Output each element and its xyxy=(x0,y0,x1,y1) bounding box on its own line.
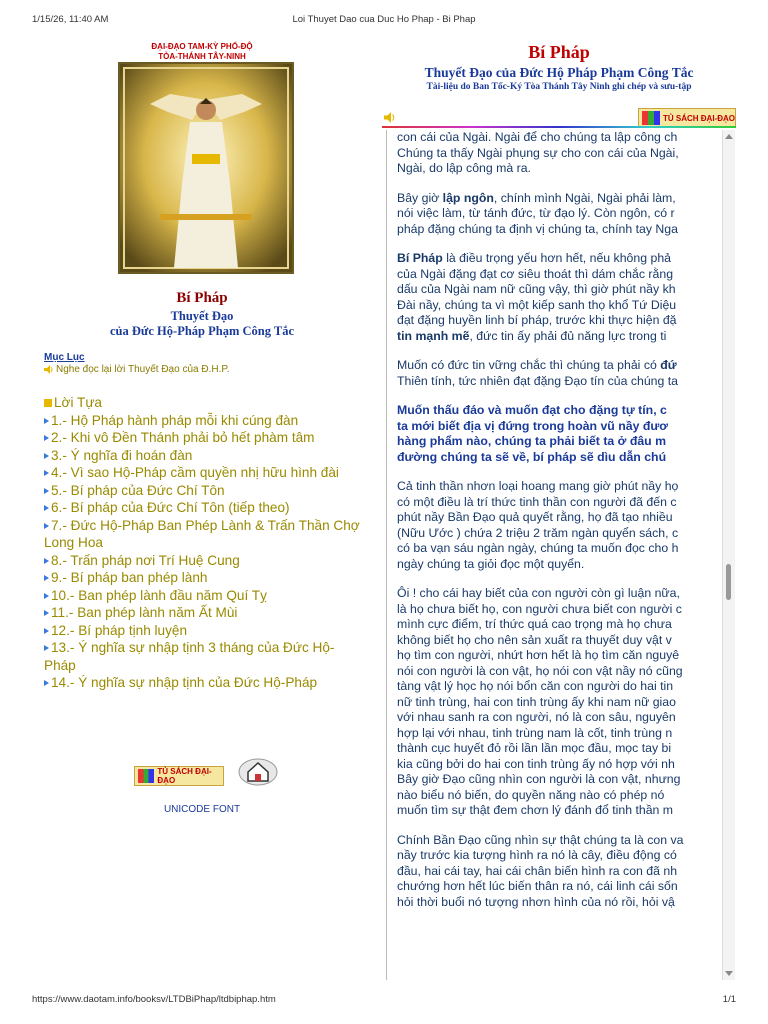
triangle-bullet-icon xyxy=(44,470,49,476)
toc-item-10[interactable]: 10.- Ban phép lành đầu năm Quí Tỵ xyxy=(44,587,362,605)
content-line: muốn tìm sự thật đem chơn lý đánh đổ tinh thần m xyxy=(397,803,674,817)
portrait-image xyxy=(118,62,294,274)
library-logo-text[interactable]: TỦ SÁCH ĐẠI-ĐẠO xyxy=(663,113,735,123)
triangle-bullet-icon xyxy=(44,488,49,494)
library-logo[interactable] xyxy=(134,766,224,786)
content-paragraph xyxy=(397,251,723,344)
content-scroll-area[interactable] xyxy=(386,130,723,980)
toc-item-13[interactable]: 13.- Ý nghĩa sự nhập tịnh 3 tháng của Đức Hộ-Pháp xyxy=(44,640,335,673)
content-paragraph xyxy=(397,479,723,572)
toc-item-3[interactable]: 3.- Ý nghĩa đi hoán đàn xyxy=(44,447,362,465)
content-line: phút nầy Bần Đạo quả quyết rằng, họ đã tạo nhiều xyxy=(397,510,673,524)
content-text xyxy=(387,130,723,910)
print-footer xyxy=(0,994,768,1008)
content-line: nói việc làm, từ tánh đức, từ đạo lý. Còn ngôn, có r xyxy=(397,206,675,220)
org-line-1: ĐẠI-ĐẠO TAM-KỲ PHỔ-ĐỘ xyxy=(151,42,253,51)
content-subtitle: Thuyết Đạo của Đức Hộ Pháp Phạm Công Tắc xyxy=(424,65,694,80)
toc-item-4[interactable]: 4.- Vì sao Hộ-Pháp cầm quyền nhị hữu hình đài xyxy=(44,464,362,482)
triangle-bullet-icon xyxy=(44,505,49,511)
library-logo-text[interactable]: TỦ SÁCH ĐẠI-ĐẠO xyxy=(157,767,212,785)
content-line: Đài nầy, chúng ta vì một kiếp sanh thọ khổ Tứ Diệu xyxy=(397,297,677,312)
scroll-up-icon[interactable] xyxy=(725,134,733,139)
print-url: https://www.daotam.info/booksv/LTDBiPhap/ltdbiphap.htm xyxy=(32,994,276,1005)
content-paragraph xyxy=(397,191,723,238)
triangle-bullet-icon xyxy=(44,610,49,616)
content-paragraph xyxy=(397,130,723,177)
content-line: hợp lại với nhau, tinh trùng nam là cốt, tinh trùng n xyxy=(397,725,673,740)
content-line: có ba vạn sáu ngàn ngày, chúng ta muốn đọc cho h xyxy=(397,541,679,555)
content-line: (Nữu Ước ) chứa 2 triệu 2 trăm ngàn quyển sách, c xyxy=(397,525,679,540)
content-line: đầu, hai cái tay, hai cái chân biến hình ra con đã nh xyxy=(397,863,678,878)
content-line: kia cũng bởi do hai con tinh trùng ấy nó hợp với nh xyxy=(397,756,675,771)
content-line: dấu của Ngài nam nữ cũng vậy, thì giờ phút nầy kh xyxy=(397,282,676,296)
content-line: hàng phẩm nào, chúng ta phải biết ta ở đâu m xyxy=(397,434,667,448)
content-line: thành cục huyết đỏ rồi lần lần mọc đầu, mọc tay bi xyxy=(397,741,672,755)
content-line: Bây giờ lập ngôn, chính mình Ngài, Ngài phải làm, xyxy=(397,190,676,205)
content-line: là họ chưa biết họ, con người chưa biết con người c xyxy=(397,601,682,616)
vertical-scrollbar[interactable] xyxy=(722,130,735,980)
content-line: đạt đặng huyền linh bí pháp, trước khi thực hiện đặ xyxy=(397,313,677,327)
content-line: nói con người là con vật, họ nói con vật nầy nó cũng xyxy=(397,663,683,678)
triangle-bullet-icon xyxy=(44,523,49,529)
content-line: không biết họ cho nên sản xuất ra thuyết duy vật v xyxy=(397,632,672,647)
content-line: chướng hơn hết lúc biến thân ra nó, cái linh cái sốn xyxy=(397,879,678,893)
triangle-bullet-icon xyxy=(44,418,49,424)
print-date: 1/15/26, 11:40 AM xyxy=(32,14,109,25)
toc-item-9[interactable]: 9.- Bí pháp ban phép lành xyxy=(44,569,362,587)
content-line: tàng vật lý học họ nói bổn căn con người do hai tin xyxy=(397,679,674,693)
toc-item-11[interactable]: 11.- Ban phép lành năm Ất Mùi xyxy=(44,604,362,622)
content-source: Tài-liệu do Ban Tốc-Ký Tòa Thánh Tây Ninh ghi chép và sưu-tập xyxy=(426,82,692,92)
listen-link[interactable] xyxy=(44,364,230,375)
library-logo-right[interactable] xyxy=(638,108,736,128)
print-header xyxy=(0,14,768,28)
content-line: ngày chúng ta giỏi đọc một quyển. xyxy=(397,556,585,571)
content-paragraph xyxy=(397,586,723,819)
triangle-bullet-icon xyxy=(44,628,49,634)
content-line: Cả tinh thần nhơn loại hoang mang giờ phút nầy họ xyxy=(397,479,679,493)
scroll-down-icon[interactable] xyxy=(725,971,733,976)
book-subtitle-1: Thuyết Đạo xyxy=(170,309,234,323)
unicode-font-link[interactable]: UNICODE FONT xyxy=(163,804,241,815)
speaker-icon[interactable] xyxy=(44,365,53,374)
triangle-bullet-icon xyxy=(44,645,49,651)
left-frame xyxy=(32,38,372,988)
triangle-bullet-icon xyxy=(44,593,49,599)
content-line: con cái của Ngài. Ngài để cho chúng ta lập công ch xyxy=(397,130,678,144)
triangle-bullet-icon xyxy=(44,575,49,581)
content-line: họ tìm con người, nhứt hơn hết là họ tìm căn nguyê xyxy=(397,648,680,662)
home-icon[interactable] xyxy=(238,754,278,786)
triangle-bullet-icon xyxy=(44,558,49,564)
right-frame xyxy=(382,38,736,988)
rainbow-divider xyxy=(382,126,736,128)
content-paragraph xyxy=(397,833,723,911)
triangle-bullet-icon xyxy=(44,453,49,459)
toc-item-8[interactable]: 8.- Trấn pháp nơi Trí Huệ Cung xyxy=(44,552,362,570)
content-line: Ôi ! cho cái hay biết của con người còn gì luận nữa, xyxy=(397,586,680,600)
content-line: đường chúng ta sẽ về, bí pháp sẽ dìu dẫn chú xyxy=(397,449,667,464)
content-line: Ngài, do lập công mà ra. xyxy=(397,161,531,175)
toc-heading[interactable]: Mục Lục xyxy=(44,352,85,363)
toc-item-14[interactable]: 14.- Ý nghĩa sự nhập tịnh của Đức Hộ-Pháp xyxy=(44,674,362,692)
content-line: với nhau sanh ra con người, nó là con sâu, nguyên xyxy=(397,710,676,724)
content-paragraph xyxy=(397,403,723,465)
book-subtitle-2: của Đức Hộ-Pháp Phạm Công Tắc xyxy=(109,324,294,338)
toc-item-6[interactable]: 6.- Bí pháp của Đức Chí Tôn (tiếp theo) xyxy=(44,499,362,517)
toc-list xyxy=(44,394,362,692)
print-title: Loi Thuyet Dao cua Duc Ho Phap - Bi Phap xyxy=(292,14,476,25)
toc-item-5[interactable]: 5.- Bí pháp của Đức Chí Tôn xyxy=(44,482,362,500)
content-line: nào biểu nó biến, do quyền năng nào có phép nó xyxy=(397,787,665,802)
content-line: Thiên tính, tức nhiên đạt đặng Đạo tín của chúng ta xyxy=(397,373,679,388)
toc-item-7[interactable]: 7.- Đức Hộ-Pháp Ban Phép Lành & Trấn Thần Chợ Long Hoa xyxy=(44,517,360,550)
content-line: Muốn có đức tin vững chắc thì chúng ta phải có đứ xyxy=(397,358,677,372)
content-title: Bí Pháp xyxy=(528,42,590,62)
content-line: tin mạnh mẽ, đức tin ấy phải đủ năng lực trong ti xyxy=(397,328,667,343)
org-line-2: TÒA-THÁNH TÂY-NINH xyxy=(158,52,246,61)
content-line: nữ tinh trùng, hai con tinh trùng ấy khi nam nữ giao xyxy=(397,694,676,709)
triangle-bullet-icon xyxy=(44,435,49,441)
toc-item-2[interactable]: 2.- Khi vô Đền Thánh phải bỏ hết phàm tâm xyxy=(44,429,362,447)
print-page-number: 1/1 xyxy=(722,994,736,1005)
content-line: hỏi thời buổi nó tượng nhơn hình của nó rồi, hỏi vậ xyxy=(397,894,675,909)
toc-item-preface[interactable]: Lời Tựa xyxy=(44,394,362,412)
content-line: pháp đặng chúng ta định vị chúng ta, chính tay Nga xyxy=(397,221,678,236)
toc-item-12[interactable]: 12.- Bí pháp tịnh luyện xyxy=(44,622,362,640)
content-line: của Ngài đặng đạt cơ siêu thoát thì dám chắc rằng xyxy=(397,266,674,281)
org-name xyxy=(32,42,372,62)
scroll-thumb[interactable] xyxy=(726,564,731,600)
library-logo-icon xyxy=(642,111,660,125)
toc-item-1[interactable]: 1.- Hộ Pháp hành pháp mỗi khi cúng đàn xyxy=(44,412,362,430)
content-line: Chúng ta thấy Ngài phụng sự cho con cái của Ngài, xyxy=(397,145,679,160)
book-icon xyxy=(44,399,52,407)
content-line: ta mới biết địa vị đứng trong hoàn vũ nầy đươ xyxy=(397,418,668,433)
content-line: Bí Pháp là điều trọng yếu hơn hết, nếu không phả xyxy=(397,251,671,265)
content-line: mình cực điểm, trí thức quá cao trọng mà họ chưa xyxy=(397,617,672,631)
content-line: nầy trước kia tượng hình ra nó là cây, điều động có xyxy=(397,848,677,862)
book-title: Bí Pháp xyxy=(176,290,228,306)
content-paragraph xyxy=(397,358,723,389)
portrait-figure-icon xyxy=(120,64,292,272)
content-line: Muốn thấu đáo và muốn đạt cho đặng tự tín, c xyxy=(397,403,667,417)
library-logo-icon xyxy=(138,769,154,783)
listen-label[interactable]: Nghe đọc lại lời Thuyết Đạo của Đ.H.P. xyxy=(56,364,230,375)
content-line: Bây giờ Đạo cũng nhìn con người là con vật, nhưng xyxy=(397,772,681,786)
content-line: Chính Bần Đạo cũng nhìn sự thật chúng ta là con va xyxy=(397,832,684,847)
content-line: có một điều là trí thức tinh thần con người đã đến c xyxy=(397,494,677,509)
book-title-block xyxy=(32,290,372,339)
triangle-bullet-icon xyxy=(44,680,49,686)
